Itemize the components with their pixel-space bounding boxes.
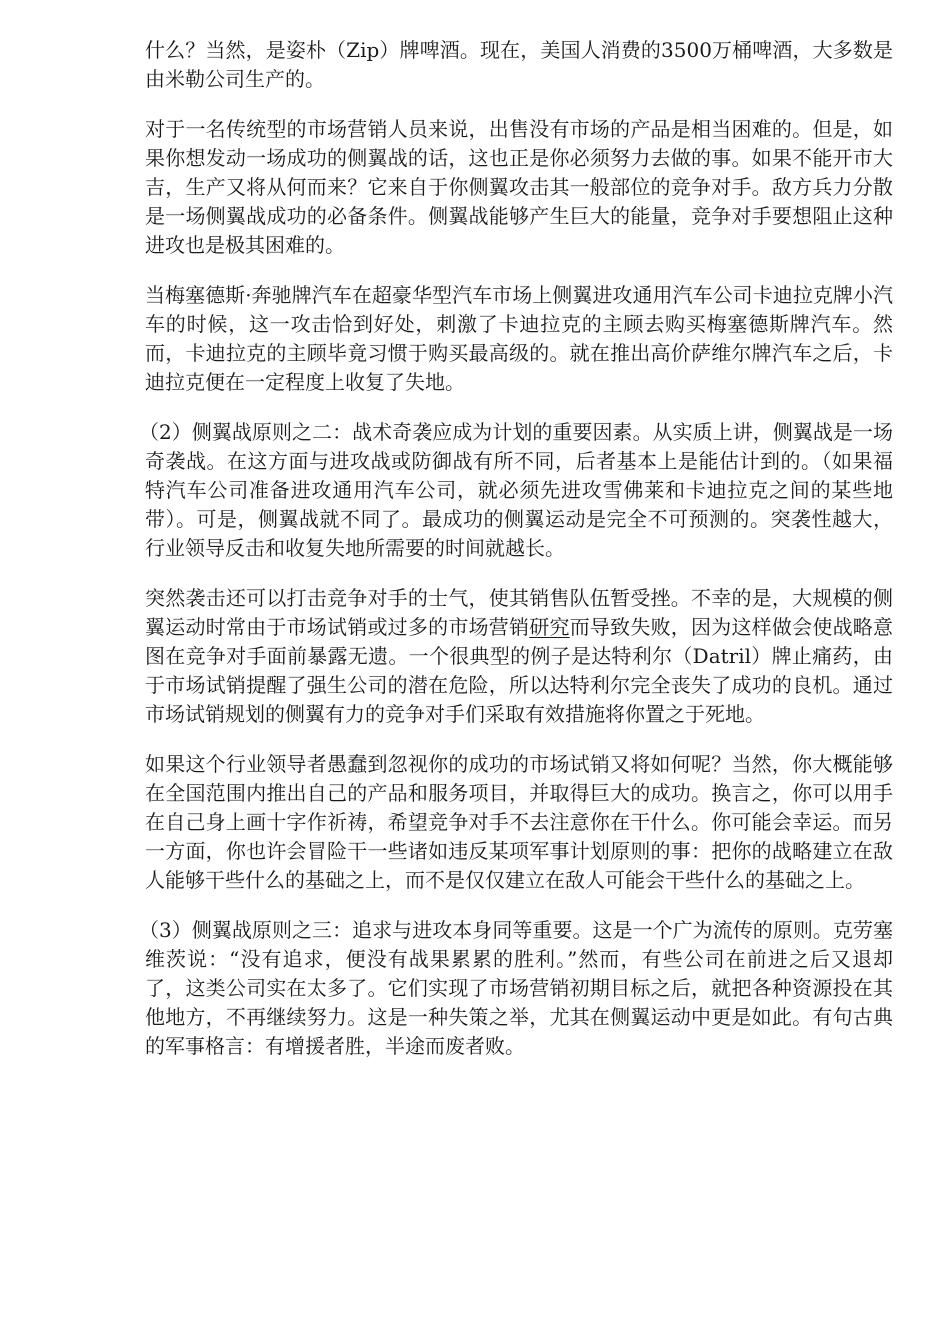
paragraph-3: 当梅塞德斯·奔驰牌汽车在超豪华型汽车市场上侧翼进攻通用汽车公司卡迪拉克牌小汽车的时候，这一攻击恰到好处，刺激了卡迪拉克的主顾去购买梅塞德斯牌汽车。然而，卡迪拉克的主顾毕竟习惯于购买最高级的。就在推出高价萨维尔牌汽车之后，卡迪拉克便在一定程度上收复了失地。 bbox=[145, 283, 893, 394]
paragraph-5-text-after: 而导致失败，因为这样做会使战略意图在竞争对手面前暴露无遗。一个很典型的例子是达特利尔（Datril）牌止痛药，由于市场试销提醒了强生公司的潜在危险，所以达特利尔完全丧失了成功的良机。通过市场试销规划的侧翼有力的竞争对手们采取有效措施将你置之于死地。 bbox=[145, 615, 894, 726]
paragraph-5-text-before: 突然袭击还可以打击竞争对手的士气，使其销售队伍暂受挫。不幸的是，大规模的侧翼运动时常由于市场试销或过多的市场营销 bbox=[145, 586, 893, 639]
research-link[interactable]: 研究 bbox=[529, 615, 570, 639]
paragraph-5 bbox=[145, 584, 893, 729]
paragraph-6: 如果这个行业领导者愚蠢到忽视你的成功的市场试销又将如何呢？当然，你大概能够在全国范围内推出自己的产品和服务项目，并取得巨大的成功。换言之，你可以用手在自己身上画十字作祈祷，希望竞争对手不去注意你在干什么。你可能会幸运。而另一方面，你也许会冒险干一些诸如违反某项军事计划原则的事：把你的战略建立在敌人能够干些什么的基础之上，而不是仅仅建立在敌人可能会干些什么的基础之上。 bbox=[145, 752, 893, 892]
paragraph-4: （2）侧翼战原则之二：战术奇袭应成为计划的重要因素。从实质上讲，侧翼战是一场奇袭战。在这方面与进攻战或防御战有所不同，后者基本上是能估计到的。（如果福特汽车公司准备进攻通用汽车公司，就必须先进攻雪佛莱和卡迪拉克之间的某些地带）。可是，侧翼战就不同了。最成功的侧翼运动是完全不可预测的。突袭性越大，行业领导反击和收复失地所需要的时间就越长。 bbox=[139, 420, 893, 560]
paragraph-1: 什么？当然，是姿朴（Zip）牌啤酒。现在，美国人消费的3500万桶啤酒，大多数是由米勒公司生产的。 bbox=[145, 38, 893, 91]
document-page bbox=[139, 36, 894, 1082]
paragraph-7: （3）侧翼战原则之三：追求与进攻本身同等重要。这是一个广为流传的原则。克劳塞维茨说：“没有追求，便没有战果累累的胜利。”然而，有些公司在前进之后又退却了，这类公司实在太多了。它们实现了市场营销初期目标之后，就把各种资源投在其他地方，不再继续努力。这是一种失策之举，尤其在侧翼运动中更是如此。有句古典的军事格言：有增援者胜，半途而废者败。 bbox=[139, 918, 893, 1058]
paragraph-2: 对于一名传统型的市场营销人员来说，出售没有市场的产品是相当困难的。但是，如果你想发动一场成功的侧翼战的话，这也正是你必须努力去做的事。如果不能开市大吉，生产又将从何而来？它来自于你侧翼攻击其一般部位的竞争对手。敌方兵力分散是一场侧翼战成功的必备条件。侧翼战能够产生巨大的能量，竞争对手要想阻止这种进攻也是极其困难的。 bbox=[145, 117, 893, 257]
